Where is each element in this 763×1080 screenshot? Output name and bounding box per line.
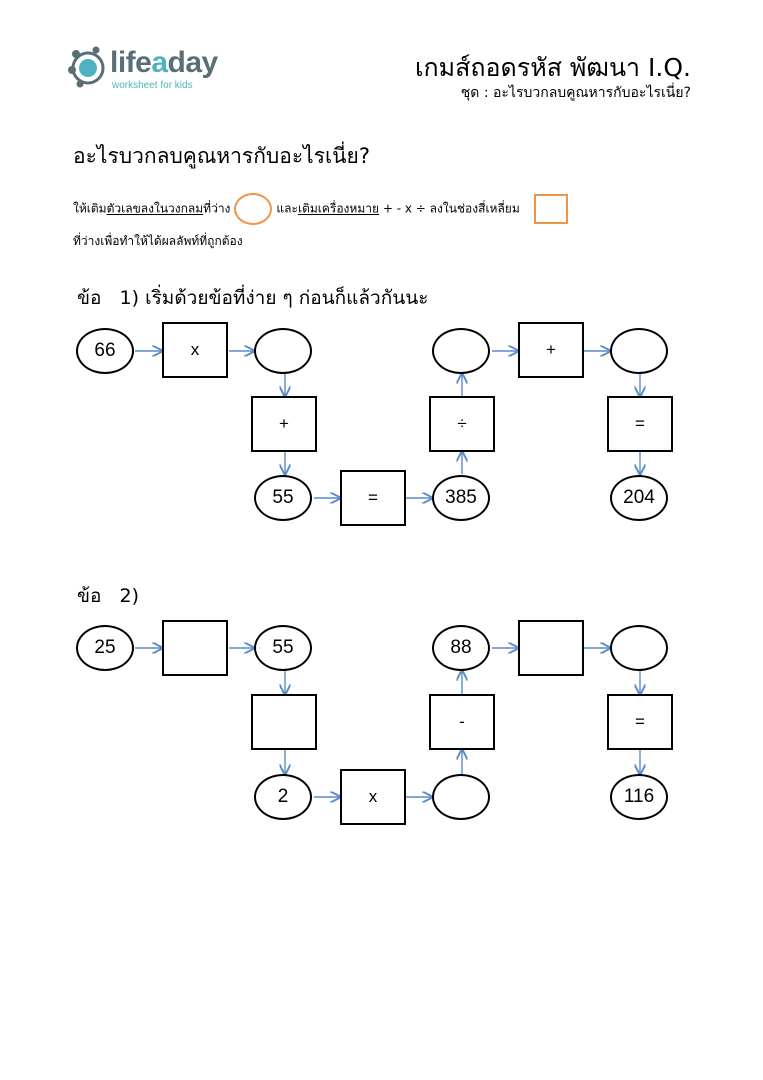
number-circle: 25 xyxy=(76,625,134,671)
number-circle: 88 xyxy=(432,625,490,671)
answer-circle[interactable] xyxy=(610,328,668,374)
operator-box: x xyxy=(340,769,406,825)
page-title: เกมส์ถอดรหัส พัฒนา I.Q. xyxy=(414,53,691,82)
number-circle: 2 xyxy=(254,774,312,820)
instr-text: และ xyxy=(276,201,298,216)
answer-circle[interactable] xyxy=(254,328,312,374)
instr-text: ที่ว่าง xyxy=(203,201,231,216)
operator-box: + xyxy=(518,322,584,378)
question-1-label xyxy=(77,283,428,313)
instructions-line-2: ที่ว่างเพื่อทำให้ได้ผลลัพท์ที่ถูกต้อง xyxy=(73,234,243,248)
operator-box-blank[interactable] xyxy=(162,620,228,676)
operator-box: - xyxy=(429,694,495,750)
label-number: 1) xyxy=(119,287,140,309)
number-circle: 204 xyxy=(610,475,668,521)
operator-box: x xyxy=(162,322,228,378)
operator-box-blank[interactable] xyxy=(251,694,317,750)
instructions-line-1 xyxy=(73,193,568,225)
instr-text-underlined: ตัวเลขลงในวงกลม xyxy=(106,201,204,216)
answer-circle[interactable] xyxy=(432,328,490,374)
number-circle: 116 xyxy=(610,774,668,820)
logo-tagline: worksheet for kids xyxy=(112,80,193,91)
logo-icon xyxy=(66,44,110,92)
answer-circle[interactable] xyxy=(610,625,668,671)
instr-text: + - x ÷ ลงในช่องสี่เหลี่ยม xyxy=(379,201,520,216)
logo-wordmark: lifeaday xyxy=(110,46,218,79)
instr-text: ให้เติม xyxy=(73,201,107,216)
number-circle: 55 xyxy=(254,475,312,521)
operator-box: = xyxy=(607,694,673,750)
question-2-label xyxy=(77,581,139,611)
instr-text-underlined: เติมเครื่องหมาย xyxy=(297,201,380,216)
page-subtitle: ชุด : อะไรบวกลบคูณหารกับอะไรเนี่ย? xyxy=(460,85,691,101)
operator-box: ÷ xyxy=(429,396,495,452)
answer-circle[interactable] xyxy=(432,774,490,820)
logo xyxy=(66,44,236,96)
number-circle: 385 xyxy=(432,475,490,521)
number-circle: 55 xyxy=(254,625,312,671)
square-legend-icon xyxy=(534,194,568,224)
circle-legend-icon xyxy=(234,193,272,225)
operator-box: + xyxy=(251,396,317,452)
operator-box-blank[interactable] xyxy=(518,620,584,676)
label-prefix: ข้อ xyxy=(77,287,102,309)
operator-box: = xyxy=(340,470,406,526)
label-text: เริ่มด้วยข้อที่ง่าย ๆ ก่อนก็แล้วกันนะ xyxy=(145,287,429,309)
operator-box: = xyxy=(607,396,673,452)
label-prefix: ข้อ xyxy=(77,585,102,607)
worksheet-heading: อะไรบวกลบคูณหารกับอะไรเนี่ย? xyxy=(73,144,370,168)
label-number: 2) xyxy=(119,585,140,607)
number-circle: 66 xyxy=(76,328,134,374)
